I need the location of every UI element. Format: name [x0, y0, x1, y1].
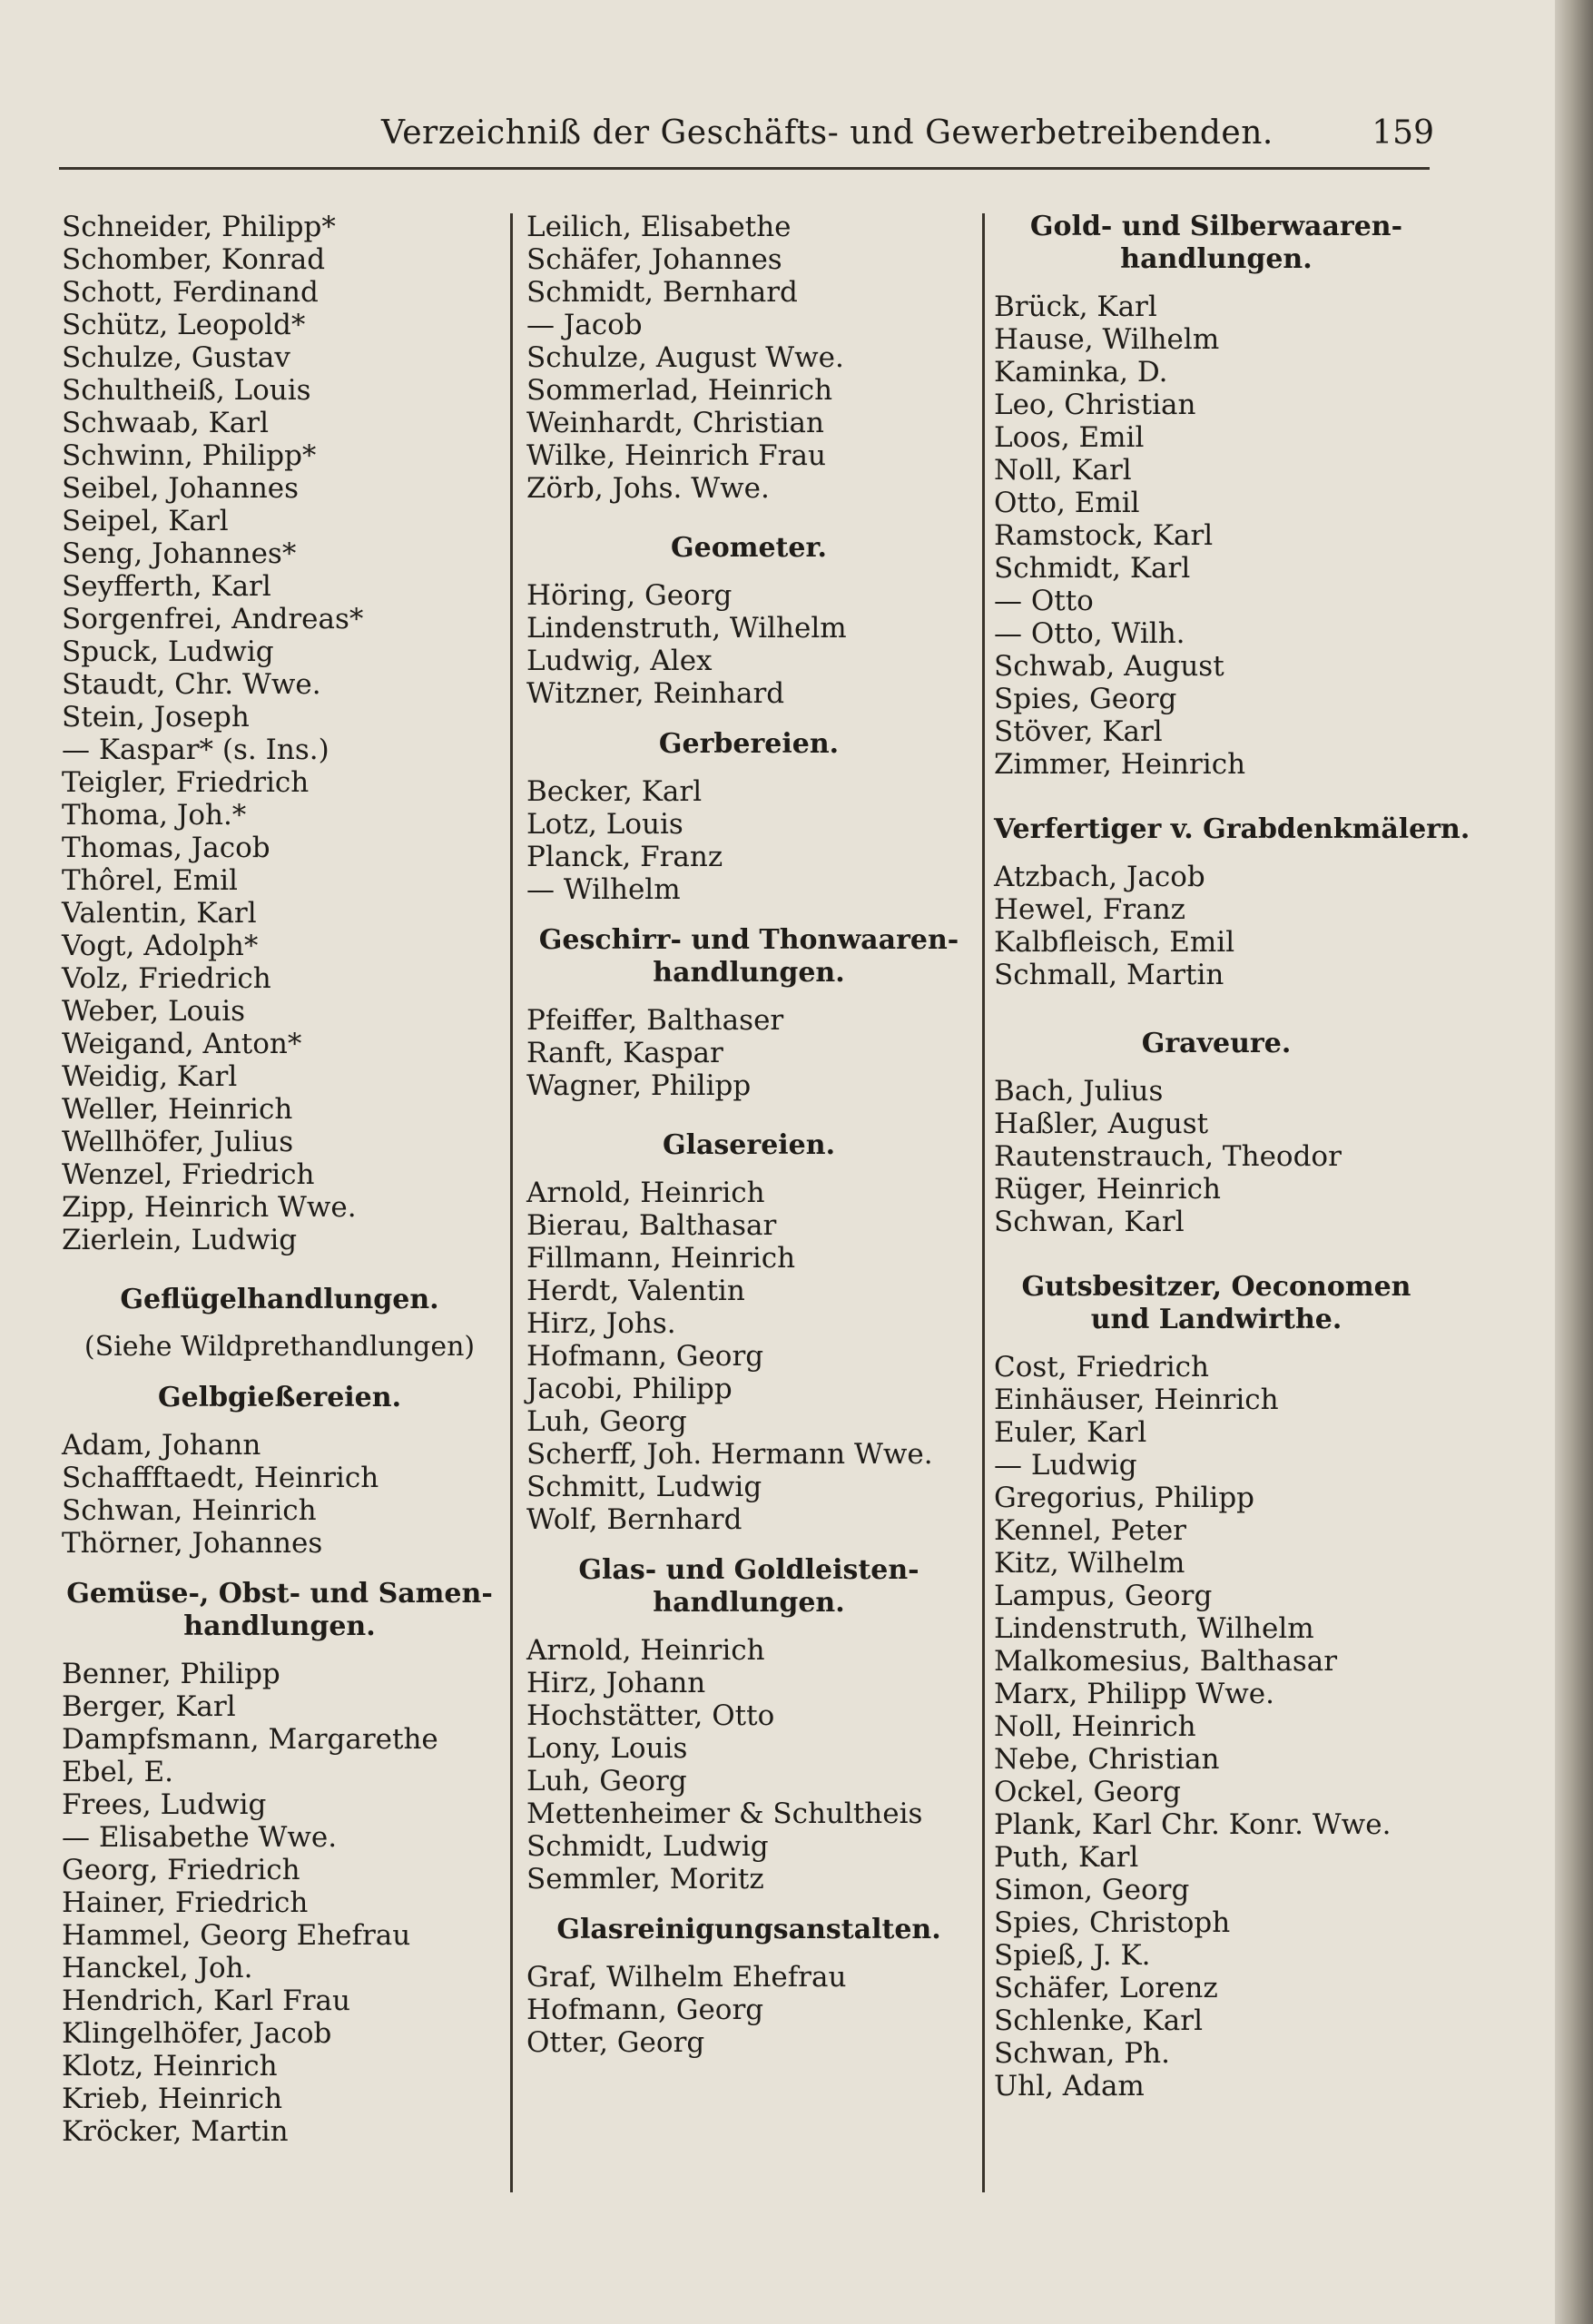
list-item: Krieb, Heinrich — [62, 2083, 283, 2115]
column-divider — [510, 213, 513, 2192]
list-item: Gregorius, Philipp — [994, 1482, 1255, 1514]
list-item: Lindenstruth, Wilhelm — [526, 612, 847, 645]
entry-list — [62, 211, 497, 1256]
list-item: Schwab, August — [994, 650, 1224, 683]
list-item: Brück, Karl — [994, 290, 1157, 323]
list-item: Hochstätter, Otto — [526, 1699, 775, 1732]
list-item: Lony, Louis — [526, 1732, 688, 1765]
section-heading-continued: und Landwirthe. — [1090, 1304, 1342, 1335]
list-item: Zimmer, Heinrich — [994, 748, 1246, 781]
section-heading: Glasereien. — [662, 1129, 836, 1161]
list-item: Nebe, Christian — [994, 1743, 1220, 1776]
list-item: Hirz, Johann — [526, 1667, 706, 1699]
entry-list — [526, 1961, 971, 2059]
section-heading: Gerbereien. — [658, 728, 840, 760]
list-item: — Jacob — [526, 309, 643, 341]
list-item: Ramstock, Karl — [994, 519, 1214, 552]
list-item: Wolf, Bernhard — [526, 1503, 742, 1536]
list-item: Lotz, Louis — [526, 808, 683, 841]
list-item: Hause, Wilhelm — [994, 323, 1220, 356]
list-item: Ludwig, Alex — [526, 645, 713, 677]
list-item: Atzbach, Jacob — [994, 861, 1205, 893]
list-item: Seibel, Johannes — [62, 472, 300, 505]
list-item: — Ludwig — [994, 1449, 1137, 1482]
list-item: Fillmann, Heinrich — [526, 1242, 796, 1275]
section-heading: Geometer. — [671, 532, 827, 564]
list-item: Thôrel, Emil — [62, 864, 238, 897]
list-item: Graf, Wilhelm Ehefrau — [526, 1961, 847, 1994]
list-item: Staudt, Chr. Wwe. — [62, 668, 321, 701]
list-item: Schäfer, Lorenz — [994, 1972, 1218, 2004]
list-item: Cost, Friedrich — [994, 1351, 1209, 1384]
list-item: Wenzel, Friedrich — [62, 1158, 315, 1191]
list-item: Kalbfleisch, Emil — [994, 926, 1235, 959]
list-item: Ebel, E. — [62, 1756, 173, 1788]
list-item: Plank, Karl Chr. Konr. Wwe. — [994, 1808, 1391, 1841]
list-item: Schwan, Karl — [994, 1206, 1185, 1238]
list-item: Hainer, Friedrich — [62, 1886, 309, 1919]
list-item: Thörner, Johannes — [62, 1527, 323, 1560]
list-item: Seyfferth, Karl — [62, 570, 271, 603]
list-item: Hendrich, Karl Frau — [62, 1984, 350, 2017]
list-item: Schütz, Leopold* — [62, 309, 306, 341]
list-item: Weller, Heinrich — [62, 1093, 293, 1126]
list-item: Kaminka, D. — [994, 356, 1168, 389]
list-item: Einhäuser, Heinrich — [994, 1384, 1279, 1416]
entry-list — [526, 1634, 971, 1896]
list-item: Schomber, Konrad — [62, 243, 326, 276]
list-item: Spies, Christoph — [994, 1906, 1231, 1939]
list-item: Semmler, Moritz — [526, 1863, 764, 1896]
list-item: Haßler, August — [994, 1108, 1209, 1140]
page-title: Verzeichniß der Geschäfts- und Gewerbetreibenden. — [381, 114, 1273, 152]
list-item: Arnold, Heinrich — [526, 1634, 765, 1667]
list-item: Georg, Friedrich — [62, 1854, 300, 1886]
list-item: — Kaspar* (s. Ins.) — [62, 734, 329, 766]
list-item: Planck, Franz — [526, 841, 723, 873]
list-item: Hammel, Georg Ehefrau — [62, 1919, 411, 1952]
entry-list — [62, 1429, 497, 1560]
list-item: Klotz, Heinrich — [62, 2050, 278, 2083]
list-item: Bierau, Balthasar — [526, 1209, 777, 1242]
list-item: — Wilhelm — [526, 873, 681, 906]
list-item: Hewel, Franz — [994, 893, 1185, 926]
section-heading: Geschirr- und Thonwaaren- — [538, 924, 959, 956]
list-item: Scherff, Joh. Hermann Wwe. — [526, 1438, 933, 1471]
section-heading: Gemüse-, Obst- und Samen- — [66, 1578, 493, 1610]
list-item: Berger, Karl — [62, 1690, 236, 1723]
list-item: Hanckel, Joh. — [62, 1952, 253, 1984]
list-item: Schneider, Philipp* — [62, 211, 336, 243]
page-number: 159 — [1372, 114, 1434, 152]
section-heading-continued: handlungen. — [1120, 243, 1313, 275]
section-note: (Siehe Wildprethandlungen) — [84, 1331, 476, 1363]
list-item: Herdt, Valentin — [526, 1275, 745, 1307]
list-item: Jacobi, Philipp — [526, 1373, 733, 1405]
list-item: Schlenke, Karl — [994, 2004, 1204, 2037]
list-item: Spieß, J. K. — [994, 1939, 1151, 1972]
list-item: Hofmann, Georg — [526, 1994, 764, 2026]
list-item: Höring, Georg — [526, 579, 733, 612]
header-rule — [59, 167, 1430, 170]
section-heading: Glasreinigungsanstalten. — [556, 1914, 941, 1945]
list-item: Becker, Karl — [526, 775, 703, 808]
section-heading: Gold- und Silberwaaren- — [1029, 211, 1403, 242]
list-item: Schott, Ferdinand — [62, 276, 319, 309]
list-item: Schulze, August Wwe. — [526, 341, 844, 374]
list-item: Otter, Georg — [526, 2026, 705, 2059]
list-item: Rüger, Heinrich — [994, 1173, 1221, 1206]
list-item: Schmidt, Bernhard — [526, 276, 798, 309]
list-item: Zipp, Heinrich Wwe. — [62, 1191, 357, 1224]
list-item: Thoma, Joh.* — [62, 799, 247, 832]
list-item: Arnold, Heinrich — [526, 1177, 765, 1209]
list-item: Schwan, Ph. — [994, 2037, 1170, 2070]
list-item: Schmidt, Ludwig — [526, 1830, 769, 1863]
section-heading: Graveure. — [1141, 1028, 1292, 1059]
section-heading: Verfertiger v. Grabdenkmälern. — [994, 813, 1470, 845]
list-item: Stein, Joseph — [62, 701, 250, 734]
entry-list — [994, 861, 1439, 991]
entry-list — [526, 211, 971, 505]
section-heading-continued: handlungen. — [653, 1587, 845, 1619]
section-heading: Glas- und Goldleisten- — [578, 1554, 919, 1586]
list-item: — Otto — [994, 585, 1094, 617]
list-item: Dampfsmann, Margarethe — [62, 1723, 438, 1756]
list-item: — Otto, Wilh. — [994, 617, 1185, 650]
list-item: Pfeiffer, Balthaser — [526, 1004, 784, 1037]
list-item: Wilke, Heinrich Frau — [526, 439, 826, 472]
list-item: Ockel, Georg — [994, 1776, 1181, 1808]
list-item: Benner, Philipp — [62, 1658, 280, 1690]
list-item: Euler, Karl — [994, 1416, 1147, 1449]
list-item: Rautenstrauch, Theodor — [994, 1140, 1342, 1173]
list-item: Lampus, Georg — [994, 1580, 1213, 1612]
list-item: Valentin, Karl — [62, 897, 257, 930]
entry-list — [994, 290, 1439, 781]
list-item: Noll, Heinrich — [994, 1710, 1196, 1743]
list-item: Klingelhöfer, Jacob — [62, 2017, 332, 2050]
entry-list — [526, 1004, 971, 1102]
list-item: Teigler, Friedrich — [62, 766, 310, 799]
list-item: Sorgenfrei, Andreas* — [62, 603, 364, 635]
list-item: — Elisabethe Wwe. — [62, 1821, 338, 1854]
list-item: Otto, Emil — [994, 487, 1140, 519]
list-item: Wellhöfer, Julius — [62, 1126, 294, 1158]
list-item: Schwaab, Karl — [62, 407, 269, 439]
list-item: Luh, Georg — [526, 1765, 687, 1797]
entry-list — [62, 1658, 497, 2148]
list-item: Zörb, Johs. Wwe. — [526, 472, 770, 505]
list-item: Schmidt, Karl — [994, 552, 1191, 585]
list-item: Schaffftaedt, Heinrich — [62, 1462, 379, 1494]
list-item: Zierlein, Ludwig — [62, 1224, 298, 1256]
page-edge-shadow — [1555, 0, 1593, 2324]
list-item: Luh, Georg — [526, 1405, 687, 1438]
list-item: Schmall, Martin — [994, 959, 1224, 991]
list-item: Schulze, Gustav — [62, 341, 290, 374]
list-item: Uhl, Adam — [994, 2070, 1145, 2102]
column-3 — [994, 211, 1470, 2217]
list-item: Leilich, Elisabethe — [526, 211, 792, 243]
list-item: Weidig, Karl — [62, 1060, 238, 1093]
section-heading-continued: handlungen. — [183, 1610, 376, 1642]
list-item: Sommerlad, Heinrich — [526, 374, 833, 407]
list-item: Puth, Karl — [994, 1841, 1139, 1874]
list-item: Marx, Philipp Wwe. — [994, 1678, 1274, 1710]
list-item: Weber, Louis — [62, 995, 246, 1028]
list-item: Noll, Karl — [994, 454, 1132, 487]
list-item: Seipel, Karl — [62, 505, 229, 537]
section-heading: Geflügelhandlungen. — [120, 1284, 439, 1315]
list-item: Weinhardt, Christian — [526, 407, 824, 439]
column-divider — [982, 213, 985, 2192]
list-item: Lindenstruth, Wilhelm — [994, 1612, 1314, 1645]
list-item: Spies, Georg — [994, 683, 1177, 715]
list-item: Kennel, Peter — [994, 1514, 1187, 1547]
list-item: Kitz, Wilhelm — [994, 1547, 1185, 1580]
entry-list — [526, 775, 971, 906]
list-item: Schwan, Heinrich — [62, 1494, 317, 1527]
entry-list — [526, 579, 971, 710]
list-item: Ranft, Kaspar — [526, 1037, 723, 1069]
list-item: Weigand, Anton* — [62, 1028, 302, 1060]
list-item: Simon, Georg — [994, 1874, 1190, 1906]
list-item: Kröcker, Martin — [62, 2115, 289, 2148]
list-item: Frees, Ludwig — [62, 1788, 267, 1821]
list-item: Spuck, Ludwig — [62, 635, 274, 668]
section-heading-continued: handlungen. — [653, 957, 845, 989]
list-item: Schäfer, Johannes — [526, 243, 782, 276]
list-item: Wagner, Philipp — [526, 1069, 752, 1102]
list-item: Malkomesius, Balthasar — [994, 1645, 1338, 1678]
list-item: Hirz, Johs. — [526, 1307, 676, 1340]
column-2 — [526, 211, 971, 2217]
entry-list — [994, 1351, 1439, 2102]
section-heading: Gelbgießereien. — [157, 1382, 402, 1413]
list-item: Mettenheimer & Schultheis — [526, 1797, 923, 1830]
list-item: Stöver, Karl — [994, 715, 1163, 748]
list-item: Thomas, Jacob — [62, 832, 270, 864]
list-item: Adam, Johann — [62, 1429, 261, 1462]
entry-list — [526, 1177, 971, 1536]
list-item: Witzner, Reinhard — [526, 677, 785, 710]
list-item: Seng, Johannes* — [62, 537, 297, 570]
section-heading: Gutsbesitzer, Oeconomen — [1021, 1271, 1411, 1303]
list-item: Vogt, Adolph* — [62, 930, 259, 962]
list-item: Schwinn, Philipp* — [62, 439, 317, 472]
page-header — [54, 109, 1434, 165]
column-1 — [62, 211, 497, 2217]
list-item: Hofmann, Georg — [526, 1340, 764, 1373]
list-item: Bach, Julius — [994, 1075, 1164, 1108]
list-item: Schultheiß, Louis — [62, 374, 311, 407]
list-item: Schmitt, Ludwig — [526, 1471, 762, 1503]
entry-list — [994, 1075, 1439, 1238]
list-item: Loos, Emil — [994, 421, 1145, 454]
list-item: Volz, Friedrich — [62, 962, 271, 995]
list-item: Leo, Christian — [994, 389, 1196, 421]
